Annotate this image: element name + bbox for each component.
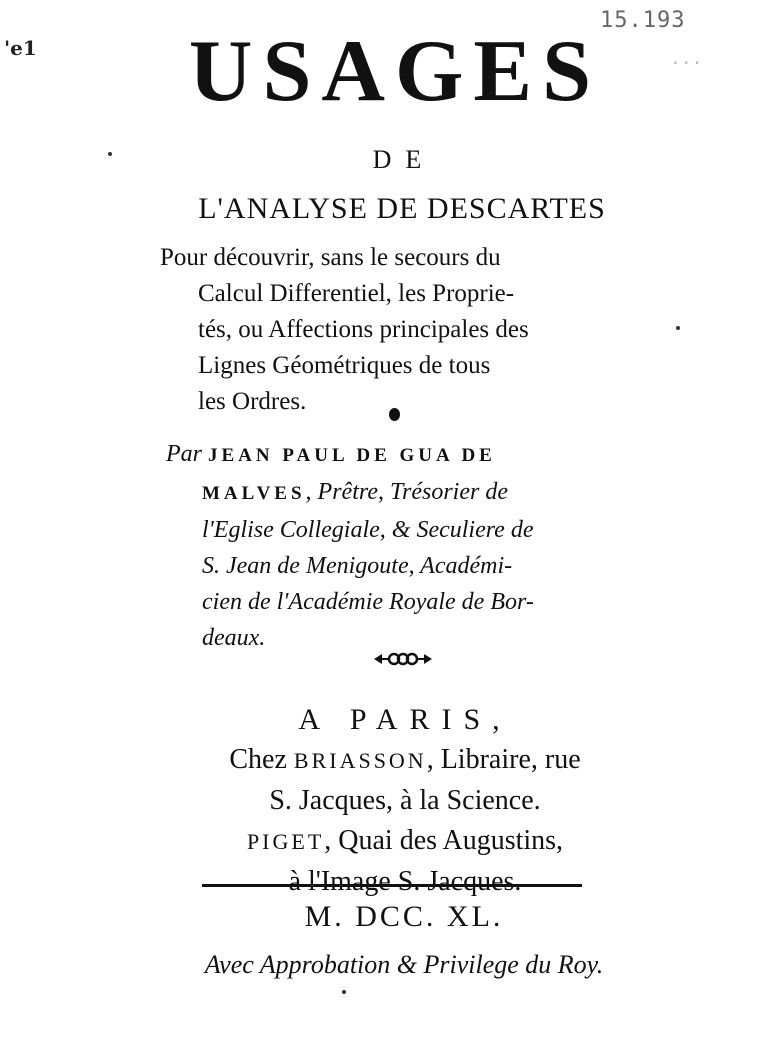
imprint-city: A PARIS, [298,703,512,736]
author-line: l'Eglise Collegiale, & Seculiere de [202,517,534,543]
speck [676,326,680,330]
imprint-chez: Chez [229,744,287,775]
imprint-line [175,821,635,862]
author-line [166,436,640,474]
horizontal-rule [202,884,582,887]
description-line: tés, ou Affections principales des [198,316,529,343]
description-line: les Ordres. [198,388,307,415]
approbation-line: Avec Approbation & Privilege du Roy. [204,950,604,979]
author-name-2: MALVES [202,483,306,504]
publisher-role: , Libraire, rue [426,744,581,775]
bullet-ornament [389,408,400,421]
speck [108,152,112,156]
author-name: JEAN PAUL DE GUA DE [208,445,496,466]
fleuron-ornament [372,648,434,670]
speck [342,990,346,994]
publisher-name: BRIASSON [293,748,427,773]
imprint-line: S. Jacques, à la Science. [269,785,541,816]
author-par: Par [166,441,202,467]
subtitle: L'ANALYSE DE DESCARTES [198,192,606,225]
shelfmark-ghost: ... [670,48,703,69]
title-de: DE [372,145,436,174]
imprint-line: à l'Image S. Jacques. [288,866,522,897]
shelfmark-stamp: 15.193 [600,8,686,33]
publisher-address: , Quai des Augustins, [324,825,564,856]
author-line: cien de l'Académie Royale de Bor- [202,589,534,615]
publisher-name-2: PIGET [246,829,325,854]
author-line [166,474,640,512]
description-line: Lignes Géométriques de tous [198,352,491,379]
imprint-line [175,740,635,781]
author-block [166,436,640,656]
author-line: S. Jean de Menigoute, Académi- [202,553,513,579]
main-title: USAGES [188,23,602,120]
description-line: Pour découvrir, sans le secours du [160,244,501,271]
author-title: , Prêtre, Trésorier de [305,479,508,505]
imprint-block [175,700,635,902]
publication-date: M. DCC. XL. [304,900,504,933]
description-line: Calcul Differentiel, les Proprie- [198,280,515,307]
description-block [160,240,638,420]
corner-mark: 'e1 [4,36,37,60]
author-line: deaux. [202,625,266,651]
